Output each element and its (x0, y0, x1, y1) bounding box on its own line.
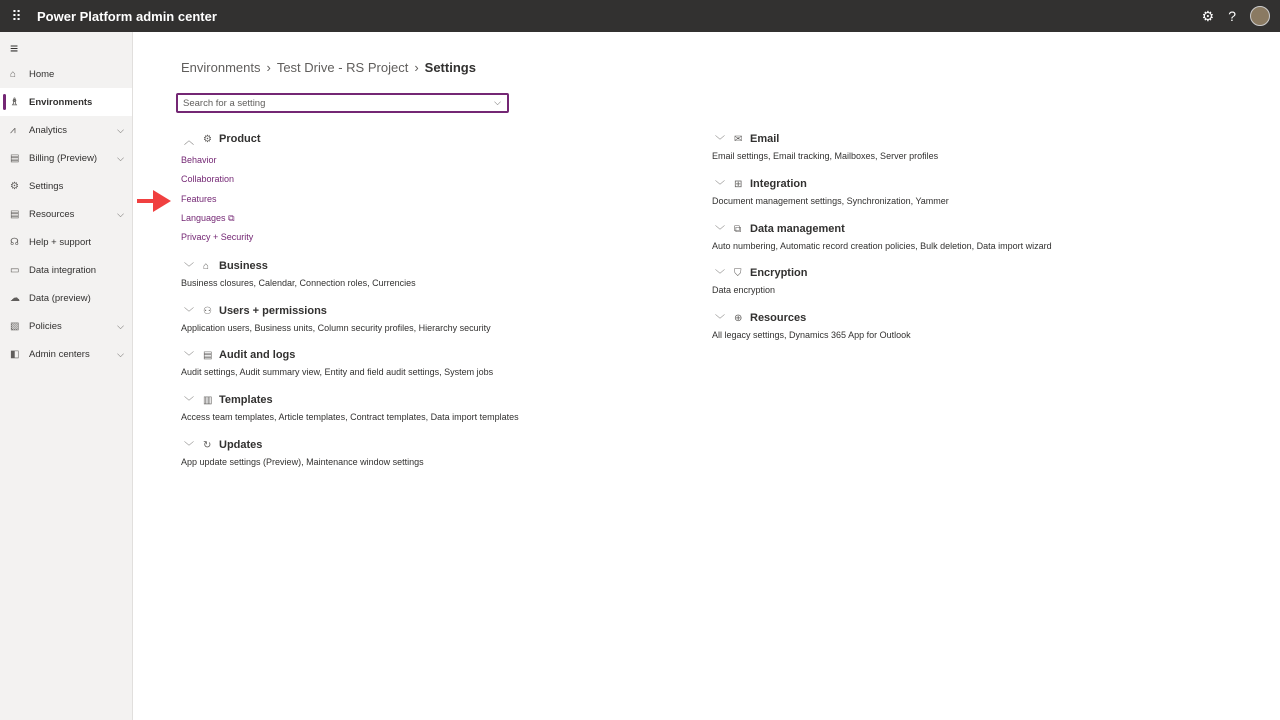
sidebar-item-data-integration[interactable] (0, 256, 132, 284)
chevron-down-icon[interactable]: ﹀ (184, 351, 194, 363)
nav-icon: ☁ (10, 292, 20, 304)
section-header[interactable] (181, 131, 261, 147)
section-header[interactable] (712, 265, 807, 281)
sidebar-item-label: Analytics (29, 124, 68, 136)
breadcrumb-environment[interactable]: Test Drive - RS Project (276, 60, 409, 75)
chevron-right-icon: › (266, 60, 271, 75)
gear-icon: ⚙ (203, 133, 212, 145)
chevron-down-icon[interactable]: ﹀ (715, 269, 725, 281)
section-data-management (712, 221, 1052, 251)
section-integration (712, 176, 949, 206)
section-icon: ▤ (203, 349, 213, 361)
sidebar-item-help-support[interactable] (0, 228, 132, 256)
section-description[interactable]: Auto numbering, Automatic record creation policies, Bulk deletion, Data import wizard (712, 241, 1052, 251)
section-header[interactable] (181, 258, 416, 274)
waffle-icon[interactable]: ⠿ (11, 7, 21, 24)
section-icon: ⊞ (734, 178, 743, 190)
nav-icon: ⩘ (10, 124, 16, 136)
section-header[interactable] (712, 176, 949, 192)
hamburger-icon[interactable]: ≡ (10, 40, 19, 56)
sidebar-item-resources[interactable] (0, 200, 132, 228)
app-title: Power Platform admin center (37, 8, 217, 24)
section-audit-and-logs (181, 347, 493, 377)
section-description[interactable]: All legacy settings, Dynamics 365 App for Outlook (712, 330, 911, 340)
section-icon: ⧉ (734, 223, 742, 235)
sidebar-item-settings[interactable] (0, 172, 132, 200)
setting-link[interactable] (181, 190, 261, 209)
chevron-down-icon[interactable]: ﹀ (715, 314, 725, 326)
section-description[interactable]: Data encryption (712, 285, 776, 295)
link-label: Features (181, 193, 217, 204)
sidebar-item-billing-preview-[interactable] (0, 144, 132, 172)
sidebar-item-analytics[interactable] (0, 116, 132, 144)
sidebar-item-label: Data (preview) (29, 292, 91, 304)
section-title: Audit and logs (219, 349, 296, 361)
section-description[interactable]: App update settings (Preview), Maintenance window settings (181, 457, 424, 467)
chevron-down-icon[interactable]: ⌵ (494, 97, 501, 107)
chevron-down-icon[interactable]: ⌵ (117, 152, 124, 163)
section-header[interactable] (712, 221, 1052, 237)
help-icon[interactable]: ? (1228, 8, 1236, 24)
section-title: Data management (750, 223, 845, 235)
section-title: Integration (750, 178, 807, 190)
gear-icon[interactable]: ⚙ (1201, 7, 1215, 24)
nav-icon: ⚙ (10, 180, 19, 192)
avatar[interactable] (1250, 6, 1270, 26)
section-title: Users + permissions (219, 305, 327, 317)
section-title: Email (750, 133, 780, 145)
section-header[interactable] (712, 310, 911, 326)
section-description[interactable]: Document management settings, Synchronization, Yammer (712, 196, 949, 206)
setting-link[interactable] (181, 228, 261, 247)
nav-icon: ▤ (10, 152, 20, 164)
sidebar-item-admin-centers[interactable] (0, 340, 132, 368)
top-bar (0, 0, 1280, 32)
link-label: Behavior (181, 155, 217, 165)
section-title: Resources (750, 312, 807, 324)
nav-icon: ▧ (10, 320, 20, 332)
section-icon: ▥ (203, 394, 213, 406)
red-arrow-annotation (135, 187, 175, 215)
setting-link[interactable] (181, 151, 261, 170)
chevron-down-icon[interactable]: ﹀ (184, 396, 194, 408)
section-title: Product (219, 133, 261, 145)
nav-icon: ▤ (10, 208, 20, 220)
sidebar-item-label: Help + support (29, 236, 92, 248)
section-header[interactable] (712, 131, 938, 147)
section-icon: ✉ (734, 133, 743, 145)
chevron-right-icon: › (414, 60, 419, 75)
breadcrumb-environments[interactable]: Environments (181, 60, 261, 75)
section-description[interactable]: Email settings, Email tracking, Mailboxes, Server profiles (712, 151, 939, 161)
section-description[interactable]: Business closures, Calendar, Connection roles, Currencies (181, 278, 416, 288)
section-templates (181, 392, 519, 422)
chevron-down-icon[interactable]: ⌵ (117, 320, 124, 331)
link-label: Privacy + Security (181, 232, 254, 243)
section-header[interactable] (181, 437, 424, 453)
sidebar-item-label: Data integration (29, 264, 97, 276)
section-icon: ⚇ (203, 305, 212, 317)
section-updates (181, 437, 424, 467)
breadcrumb-current: Settings (424, 60, 476, 75)
chevron-down-icon[interactable]: ﹀ (715, 225, 725, 237)
sidebar-item-label: Environments (29, 96, 93, 108)
section-header[interactable] (181, 347, 493, 363)
section-description[interactable]: Application users, Business units, Column security profiles, Hierarchy security (181, 323, 491, 333)
section-resources (712, 310, 911, 340)
sidebar-item-label: Billing (Preview) (29, 152, 98, 164)
section-title: Business (219, 260, 268, 272)
setting-link[interactable] (181, 209, 261, 228)
chevron-down-icon[interactable]: ﹀ (184, 262, 194, 274)
sidebar-item-data-preview-[interactable] (0, 284, 132, 312)
sidebar (0, 32, 133, 720)
link-label: Languages (181, 212, 226, 223)
setting-link[interactable] (181, 170, 261, 189)
chevron-down-icon[interactable]: ﹀ (184, 441, 194, 453)
nav-icon: ☊ (10, 236, 19, 248)
sidebar-item-label: Resources (29, 208, 75, 220)
section-title: Updates (219, 439, 263, 451)
link-label: Collaboration (181, 174, 235, 185)
sidebar-item-label: Policies (29, 320, 62, 332)
section-icon: ⊕ (734, 312, 743, 324)
sidebar-item-label: Home (29, 68, 55, 80)
open-external-icon: ⧉ (228, 212, 235, 223)
nav-icon: ♗ (10, 96, 19, 108)
nav-icon: ▭ (10, 264, 20, 276)
section-header[interactable] (181, 303, 491, 319)
nav-icon: ⌂ (10, 68, 17, 80)
sidebar-item-home[interactable] (0, 60, 132, 88)
chevron-down-icon[interactable]: ⌵ (117, 124, 124, 135)
section-title: Encryption (750, 267, 808, 279)
section-header[interactable] (181, 392, 519, 408)
section-description[interactable]: Audit settings, Audit summary view, Entity and field audit settings, System jobs (181, 367, 494, 377)
sidebar-item-label: Settings (29, 180, 64, 192)
chevron-down-icon[interactable]: ﹀ (715, 135, 725, 147)
section-icon: ↻ (203, 439, 212, 451)
section-title: Templates (219, 394, 273, 406)
section-icon: ⌂ (203, 260, 210, 272)
section-product (181, 131, 261, 247)
section-business (181, 258, 416, 288)
search-placeholder: Search for a setting (183, 98, 266, 109)
breadcrumb (181, 60, 476, 75)
section-email (712, 131, 938, 161)
chevron-down-icon[interactable]: ﹀ (715, 180, 725, 192)
section-icon: ⛉ (734, 267, 742, 279)
sidebar-item-environments[interactable] (0, 88, 132, 116)
chevron-up-icon[interactable]: ︿ (184, 135, 194, 147)
sidebar-item-policies[interactable] (0, 312, 132, 340)
chevron-down-icon[interactable]: ⌵ (117, 348, 124, 359)
section-encryption (712, 265, 807, 295)
chevron-down-icon[interactable]: ﹀ (184, 307, 194, 319)
section-description[interactable]: Access team templates, Article templates, Contract templates, Data import templates (181, 412, 519, 422)
search-input[interactable] (176, 93, 509, 113)
sidebar-item-label: Admin centers (29, 348, 90, 360)
chevron-down-icon[interactable]: ⌵ (117, 208, 124, 219)
section-users-permissions (181, 303, 491, 333)
nav-icon: ◧ (10, 348, 20, 360)
